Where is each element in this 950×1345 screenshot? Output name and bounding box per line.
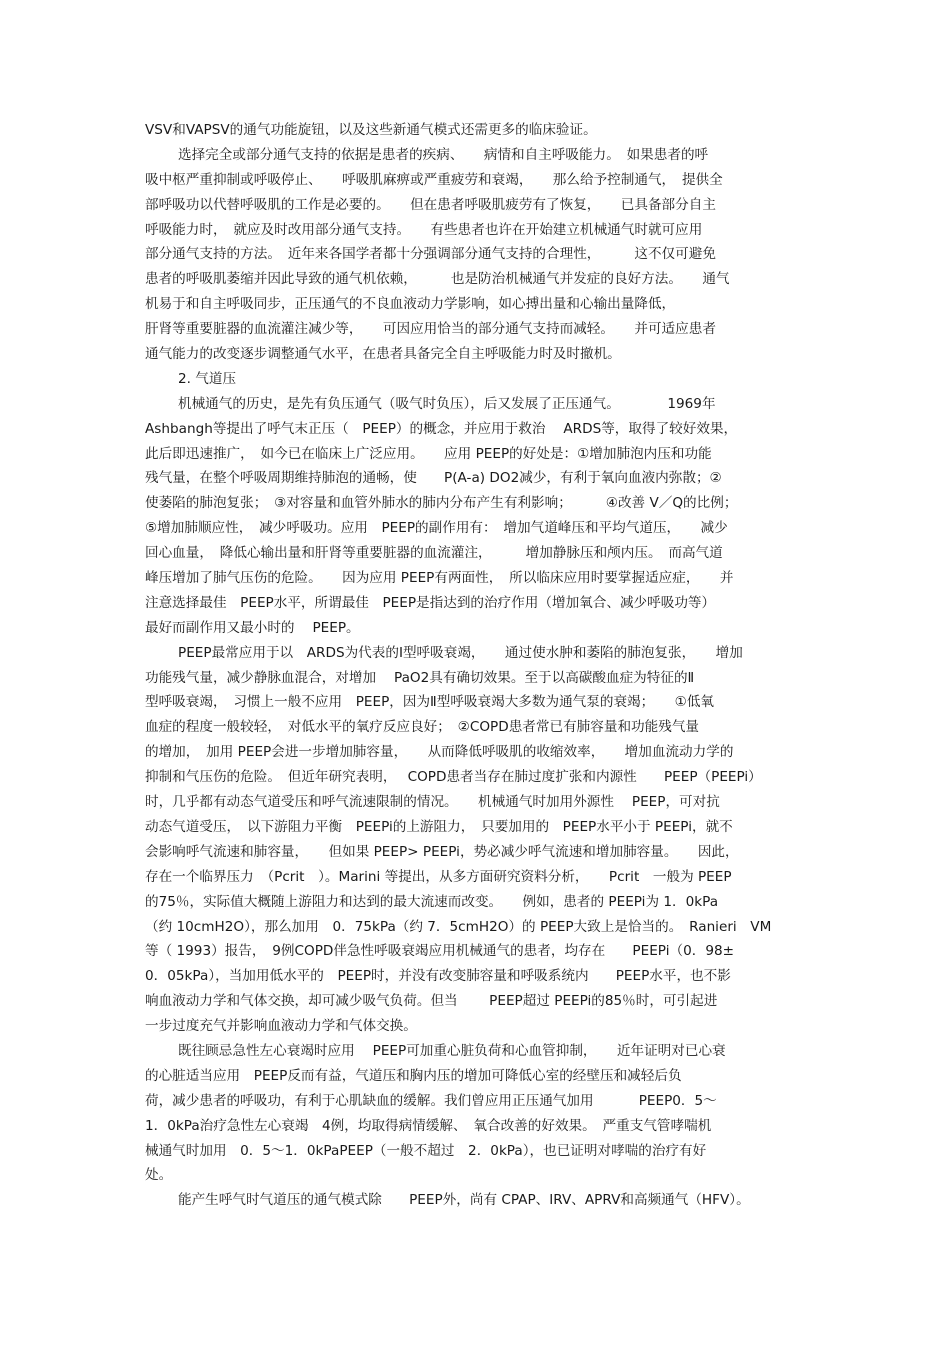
text-line: 型呼吸衰竭， 习惯上一般不应用 PEEP，因为Ⅱ型呼吸衰竭大多数为通气泵的衰竭； ①低氧 bbox=[145, 694, 715, 711]
text-line: 峰压增加了肺气压伤的危险。 因为应用 PEEP有两面性， 所以临床应用时要掌握适应症， 并 bbox=[145, 570, 734, 587]
text-line: 机易于和自主呼吸同步，正压通气的不良血液动力学影响，如心搏出量和心输出量降低， bbox=[145, 296, 676, 313]
text-line: VSV和VAPSV的通气功能旋钮，以及这些新通气模式还需更多的临床验证。 bbox=[145, 122, 597, 138]
text-line: 会影响呼气流速和肺容量， 但如果 PEEP> PEEPi，势必减少呼气流速和增加肺容量。 因此， bbox=[145, 843, 739, 860]
text-line: 使萎陷的肺泡复张； ③对容量和血管外肺水的肺内分布产生有利影响； ④改善 V／Q的比例； bbox=[145, 495, 738, 512]
text-line: 的75％，实际值大概随上游阻力和达到的最大流速而改变。 例如，患者的 PEEPi为 1．0kPa bbox=[145, 893, 719, 910]
text-line: 1．0kPa治疗急性左心衰竭 4例，均取得病情缓解、 氧合改善的好效果。 严重支气管哮喘机 bbox=[145, 1117, 712, 1134]
text-line: 动态气道受压， 以下游阻力平衡 PEEPi的上游阻力， 只要加用的 PEEP水平小于 PEEPi，就不 bbox=[145, 818, 733, 835]
document-body bbox=[145, 118, 795, 1213]
text-line: 选择完全或部分通气支持的依据是患者的疾病、 病情和自主呼吸能力。 如果患者的呼 bbox=[178, 146, 709, 163]
text-line: ⑤增加肺顺应性， 减少呼吸功。应用 PEEP的副作用有： 增加气道峰压和平均气道压， 减少 bbox=[145, 520, 728, 537]
text-line: 呼吸能力时， 就应及时改用部分通气支持。 有些患者也许在开始建立机械通气时就可应用 bbox=[145, 221, 703, 238]
text-line: 荷，减少患者的呼吸功，有利于心肌缺血的缓解。我们曾应用正压通气加用 PEEP0．5～ bbox=[145, 1092, 717, 1109]
text-line: 回心血量， 降低心输出量和肝肾等重要脏器的血流灌注， 增加静脉压和颅内压。 而高气道 bbox=[145, 545, 723, 562]
text-line: 吸中枢严重抑制或呼吸停止、 呼吸肌麻痹或严重疲劳和衰竭， 那么给予控制通气， 提供全 bbox=[145, 171, 723, 188]
text-line: 注意选择最佳 PEEP水平，所谓最佳 PEEP是指达到的治疗作用（增加氧合、减少呼吸功等） bbox=[145, 594, 716, 611]
text-line: 能产生呼气时气道压的通气模式除 PEEP外，尚有 CPAP、IRV、APRV和高频通气（HFV）。 bbox=[178, 1192, 750, 1209]
text-line: 最好而副作用又最小时的 PEEP。 bbox=[145, 619, 360, 636]
text-line: 等（ 1993）报告， 9例COPD伴急性呼吸衰竭应用机械通气的患者，均存在 PEEPi（0．98± bbox=[145, 943, 735, 960]
text-line: 时，几乎都有动态气道受压和呼气流速限制的情况。 机械通气时加用外源性 PEEP，可对抗 bbox=[145, 794, 720, 811]
text-line: 处。 bbox=[145, 1167, 173, 1184]
text-line: 功能残气量，减少静脉血混合，对增加 PaO2具有确切效果。至于以高碳酸血症为特征的Ⅱ bbox=[145, 669, 695, 686]
text-line: 2. 气道压 bbox=[178, 370, 237, 387]
text-line: 血症的程度一般较轻， 对低水平的氧疗反应良好； ②COPD患者常已有肺容量和功能残气量 bbox=[145, 719, 700, 736]
text-line: 抑制和气压伤的危险。 但近年研究表明， COPD患者当存在肺过度扩张和内源性 PEEP（PEEPi） bbox=[145, 769, 762, 786]
text-line: 存在一个临界压力 （Pcrit ）。Marini 等提出，从多方面研究资料分析， Pcrit 一般为 PEEP bbox=[145, 868, 732, 885]
text-line: 部分通气支持的方法。 近年来各国学者都十分强调部分通气支持的合理性， 这不仅可避免 bbox=[145, 246, 716, 263]
text-line: PEEP最常应用于以 ARDS为代表的Ⅰ型呼吸衰竭， 通过使水肿和萎陷的肺泡复张， 增加 bbox=[178, 644, 743, 661]
text-line: 部呼吸功以代替呼吸肌的工作是必要的。 但在患者呼吸肌疲劳有了恢复， 已具备部分自主 bbox=[145, 196, 716, 213]
text-line: 肝肾等重要脏器的血流灌注减少等， 可因应用恰当的部分通气支持而减轻。 并可适应患者 bbox=[145, 321, 716, 338]
text-line: 此后即迅速推广， 如今已在临床上广泛应用。 应用 PEEP的好处是：①增加肺泡内压和功能 bbox=[145, 445, 712, 462]
text-line: 的增加， 加用 PEEP会进一步增加肺容量， 从而降低呼吸肌的收缩效率， 增加血流动力学的 bbox=[145, 744, 734, 761]
text-line: 患者的呼吸肌萎缩并因此导致的通气机依赖， 也是防治机械通气并发症的良好方法。 通气 bbox=[145, 271, 730, 288]
text-line: Ashbangh等提出了呼气末正压（ PEEP）的概念，并应用于救治 ARDS等，取得了较好效果， bbox=[145, 420, 738, 437]
text-line: （约 10cmH2O），那么加用 0．75kPa（约 7．5cmH2O）的 PEEP大致上是恰当的。 Ranieri VM bbox=[145, 918, 772, 935]
text-line: 一步过度充气并影响血液动力学和气体交换。 bbox=[145, 1018, 417, 1035]
text-line: 残气量，在整个呼吸周期维持肺泡的通畅，使 P(A-a) DO2减少，有利于氧向血液内弥散；② bbox=[145, 470, 722, 487]
text-line: 既往顾忌急性左心衰竭时应用 PEEP可加重心脏负荷和心血管抑制， 近年证明对已心衰 bbox=[178, 1042, 726, 1059]
text-line: 0．05kPa），当加用低水平的 PEEP时，并没有改变肺容量和呼吸系统内 PEEP水平，也不影 bbox=[145, 968, 731, 985]
text-line: 通气能力的改变逐步调整通气水平，在患者具备完全自主呼吸能力时及时撤机。 bbox=[145, 346, 621, 363]
text-line: 机械通气的历史，是先有负压通气（吸气时负压），后又发展了正压通气。 1969年 bbox=[178, 395, 716, 412]
text-line: 械通气时加用 0．5～1．0kPaPEEP（一般不超过 2．0kPa），也已证明对哮喘的治疗有好 bbox=[145, 1142, 707, 1159]
text-line: 的心脏适当应用 PEEP反而有益，气道压和胸内压的增加可降低心室的经壁压和减轻后负 bbox=[145, 1067, 682, 1084]
text-line: 响血液动力学和气体交换，却可减少吸气负荷。但当 PEEP超过 PEEPi的85％时，可引起进 bbox=[145, 993, 718, 1010]
